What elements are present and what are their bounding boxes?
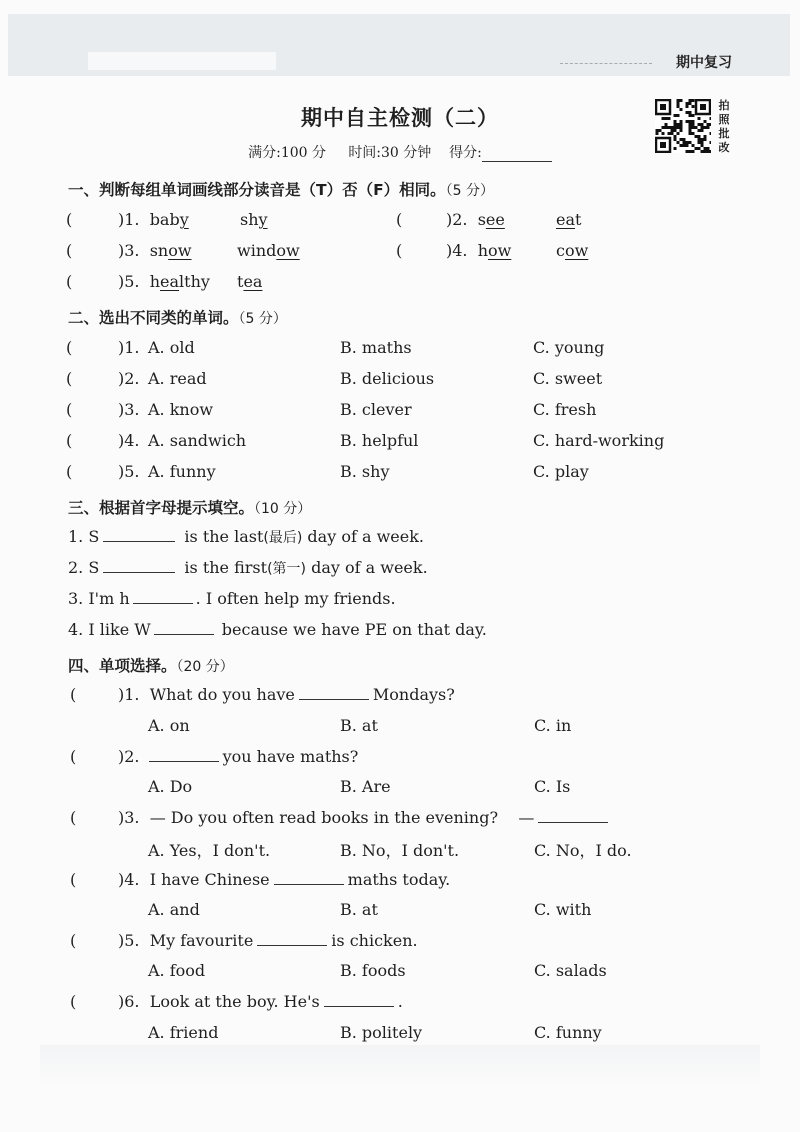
s1-item5-word2: tea — [237, 272, 263, 291]
s2-item4-option-a[interactable]: A. sandwich — [148, 431, 247, 450]
s1-item4: )4. how — [446, 241, 512, 260]
s2-item3-number: )3. — [118, 400, 140, 419]
s2-item1-option-b[interactable]: B. maths — [340, 338, 412, 357]
s2-item2-option-a[interactable]: A. read — [148, 369, 207, 388]
full-score: 满分:100 分 — [248, 145, 327, 161]
s4-q2-c[interactable]: C. Is — [534, 777, 571, 796]
answer-paren[interactable]: ( — [66, 431, 73, 450]
s4-q1-c[interactable]: C. in — [534, 716, 572, 735]
s2-item3-option-b[interactable]: B. clever — [340, 400, 412, 419]
s4-q1-b[interactable]: B. at — [340, 716, 378, 735]
fill-blank[interactable] — [103, 529, 175, 542]
s4-q3-b[interactable]: B. No，I don't. — [340, 841, 460, 860]
s4-q3-a[interactable]: A. Yes，I don't. — [148, 841, 271, 860]
s1-item2-word2: eat — [556, 210, 582, 229]
answer-paren[interactable]: ( — [70, 747, 77, 766]
s1-item5: )5. healthy — [118, 272, 210, 291]
fill-blank[interactable] — [149, 749, 219, 762]
s2-item5-option-b[interactable]: B. shy — [340, 462, 390, 481]
s2-item4-number: )4. — [118, 431, 140, 450]
s4-q5-a[interactable]: A. food — [148, 961, 206, 980]
answer-paren[interactable]: ( — [66, 272, 73, 291]
s2-item1-number: )1. — [118, 338, 140, 357]
answer-paren[interactable]: ( — [70, 808, 77, 827]
fill-blank[interactable] — [133, 591, 193, 604]
s4-q5: )5. My favourite is chicken. — [118, 931, 418, 950]
answer-paren[interactable]: ( — [396, 241, 403, 260]
s4-q5-b[interactable]: B. foods — [340, 961, 406, 980]
section4-title: 四、单项选择。（20 分） — [68, 657, 234, 675]
s1-item4-word2: cow — [556, 241, 589, 260]
s4-q4-b[interactable]: B. at — [340, 900, 378, 919]
fill-blank[interactable] — [324, 994, 394, 1007]
s4-q1-a[interactable]: A. on — [148, 716, 190, 735]
s3-item1: 1. S is the last(最后) day of a week. — [68, 527, 425, 546]
s4-q6-c[interactable]: C. funny — [534, 1023, 602, 1042]
s3-item3: 3. I'm h . I often help my friends. — [68, 589, 396, 608]
s4-q4: )4. I have Chinese maths today. — [118, 870, 451, 889]
s2-item5-option-a[interactable]: A. funny — [148, 462, 216, 481]
s4-q3-c[interactable]: C. No，I do. — [534, 841, 632, 860]
section2-title: 二、选出不同类的单词。（5 分） — [68, 309, 287, 327]
fill-blank[interactable] — [257, 933, 327, 946]
s2-item3-option-c[interactable]: C. fresh — [533, 400, 597, 419]
score-label: 得分: — [449, 145, 482, 161]
answer-paren[interactable]: ( — [70, 992, 77, 1011]
s2-item5-number: )5. — [118, 462, 140, 481]
s2-item5-option-c[interactable]: C. play — [533, 462, 589, 481]
s1-item1: )1. baby — [118, 210, 189, 229]
answer-paren[interactable]: ( — [70, 931, 77, 950]
s1-item3: )3. snow — [118, 241, 192, 260]
s3-item4: 4. I like W because we have PE on that day. — [68, 620, 487, 639]
header-tag: 期中复习 — [676, 55, 732, 71]
answer-paren[interactable]: ( — [66, 241, 73, 260]
header-dash-line — [560, 63, 652, 64]
fill-blank[interactable] — [154, 622, 214, 635]
section3-title: 三、根据首字母提示填空。（10 分） — [68, 499, 312, 517]
fill-blank[interactable] — [538, 810, 608, 823]
answer-paren[interactable]: ( — [66, 462, 73, 481]
fill-blank[interactable] — [274, 872, 344, 885]
page-bottom-shade — [40, 1045, 760, 1085]
s2-item1-option-c[interactable]: C. young — [533, 338, 605, 357]
s4-q2-a[interactable]: A. Do — [148, 777, 193, 796]
s4-q6-a[interactable]: A. friend — [148, 1023, 219, 1042]
answer-paren[interactable]: ( — [70, 870, 77, 889]
answer-paren[interactable]: ( — [396, 210, 403, 229]
s2-item2-option-b[interactable]: B. delicious — [340, 369, 435, 388]
s2-item1-option-a[interactable]: A. old — [148, 338, 195, 357]
s4-q3: )3. — Do you often read books in the evening? — — [118, 808, 612, 827]
header-white-strip — [88, 52, 276, 70]
s2-item3-option-a[interactable]: A. know — [148, 400, 214, 419]
s2-item2-number: )2. — [118, 369, 140, 388]
qr-label: 拍 照 批 改 — [718, 99, 730, 154]
s4-q2: )2. you have maths? — [118, 747, 359, 766]
answer-paren[interactable]: ( — [70, 685, 77, 704]
s4-q5-c[interactable]: C. salads — [534, 961, 607, 980]
score-blank[interactable] — [482, 147, 552, 162]
answer-paren[interactable]: ( — [66, 338, 73, 357]
s2-item2-option-c[interactable]: C. sweet — [533, 369, 603, 388]
s4-q4-a[interactable]: A. and — [148, 900, 200, 919]
s4-q4-c[interactable]: C. with — [534, 900, 592, 919]
s2-item4-option-b[interactable]: B. helpful — [340, 431, 419, 450]
section1-title: 一、判断每组单词画线部分读音是（T）否（F）相同。（5 分） — [68, 181, 495, 199]
answer-paren[interactable]: ( — [66, 400, 73, 419]
answer-paren[interactable]: ( — [66, 210, 73, 229]
fill-blank[interactable] — [299, 687, 369, 700]
qr-code-icon[interactable] — [655, 99, 711, 153]
s1-item3-word2: window — [237, 241, 300, 260]
s1-item1-word1: baby — [149, 210, 189, 229]
answer-paren[interactable]: ( — [66, 369, 73, 388]
time-limit: 时间:30 分钟 — [348, 145, 432, 161]
s1-item2: )2. see — [446, 210, 505, 229]
fill-blank[interactable] — [103, 560, 175, 573]
s1-item1-word2: shy — [240, 210, 268, 229]
s4-q1: )1. What do you have Mondays? — [118, 685, 455, 704]
s4-q6: )6. Look at the boy. He's . — [118, 992, 403, 1011]
s2-item4-option-c[interactable]: C. hard-working — [533, 431, 665, 450]
page-title: 期中自主检测（二） — [301, 106, 499, 130]
s4-q2-b[interactable]: B. Are — [340, 777, 391, 796]
s3-item2: 2. S is the first(第一) day of a week. — [68, 558, 428, 577]
s4-q6-b[interactable]: B. politely — [340, 1023, 423, 1042]
